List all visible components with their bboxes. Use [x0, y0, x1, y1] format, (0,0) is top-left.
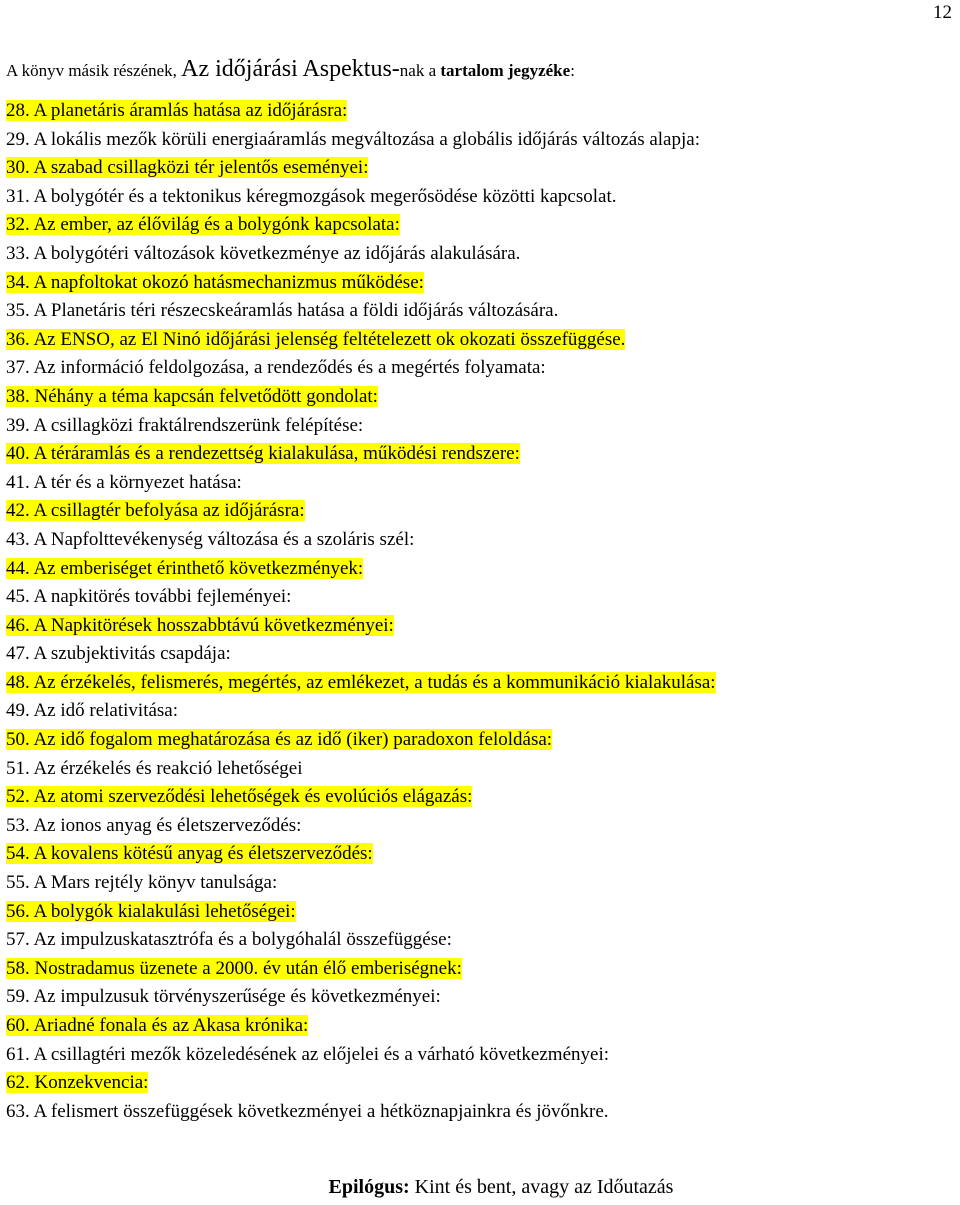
toc-item-text: 57. Az impulzuskatasztrófa és a bolygóhalál összefüggése: [6, 929, 452, 951]
toc-item [6, 497, 716, 526]
toc-item [6, 469, 716, 498]
heading-suffix: nak a [399, 61, 441, 80]
toc-item [6, 154, 716, 183]
toc-item [6, 669, 716, 698]
toc-item [6, 755, 716, 784]
toc-item-text: 28. A planetáris áramlás hatása az időjárásra: [6, 100, 348, 121]
toc-item [6, 583, 716, 612]
toc-item-text: 34. A napfoltokat okozó hatásmechanizmus működése: [6, 271, 424, 293]
toc-item [6, 869, 716, 898]
toc-item-text: 58. Nostradamus üzenete a 2000. év után élő emberiségnek: [6, 957, 462, 979]
toc-item [6, 783, 716, 812]
toc-item-text: 42. A csillagtér befolyása az időjárásra: [6, 500, 305, 522]
toc-item-text: 43. A Napfolttevékenység változása és a szoláris szél: [6, 528, 415, 550]
toc-item-text: 50. Az idő fogalom meghatározása és az idő (iker) paradoxon feloldása: [6, 729, 553, 751]
toc-item [6, 640, 716, 669]
toc-item [6, 1069, 716, 1098]
toc-item [6, 440, 716, 469]
toc-item [6, 726, 716, 755]
toc-item [6, 412, 716, 441]
toc-item [6, 955, 716, 984]
toc-item-text: 32. Az ember, az élővilág és a bolygónk kapcsolata: [6, 214, 400, 236]
toc-item [6, 183, 716, 212]
toc-item [6, 240, 716, 269]
toc-item [6, 1041, 716, 1070]
toc-item [6, 898, 716, 927]
toc-item-text: 33. A bolygótéri változások következménye az időjárás alakulására. [6, 242, 521, 264]
toc-item [6, 1012, 716, 1041]
toc-item-text: 35. A Planetáris téri részecskeáramlás hatása a földi időjárás változására. [6, 300, 559, 322]
toc-item [6, 297, 716, 326]
toc-item-text: 39. A csillagközi fraktálrendszerünk felépítése: [6, 414, 364, 436]
toc-item [6, 697, 716, 726]
toc-item-text: 52. Az atomi szerveződési lehetőségek és evolúciós elágazás: [6, 786, 473, 808]
toc-item [6, 840, 716, 869]
toc-item-text: 46. A Napkitörések hosszabbtávú következményei: [6, 614, 394, 636]
toc-item-text: 40. A téráramlás és a rendezettség kialakulása, működési rendszere: [6, 443, 520, 465]
toc-item [6, 354, 716, 383]
toc-item-text: 49. Az idő relativitása: [6, 700, 179, 722]
heading-prefix: A könyv másik részének, [6, 61, 182, 80]
toc-item-text: 63. A felismert összefüggések következményei a hétköznapjainkra és jövőnkre. [6, 1100, 609, 1122]
toc-item-text: 45. A napkitörés további fejleményei: [6, 586, 292, 608]
toc-item-text: 54. A kovalens kötésű anyag és életszerveződés: [6, 843, 373, 865]
toc-item [6, 526, 716, 555]
toc-heading [6, 56, 575, 83]
toc-item [6, 1098, 716, 1127]
toc-item-text: 37. Az információ feldolgozása, a rendeződés és a megértés folyamata: [6, 357, 546, 379]
toc-item [6, 926, 716, 955]
toc-item-text: 38. Néhány a téma kapcsán felvetődött gondolat: [6, 385, 378, 407]
toc-item [6, 326, 716, 355]
toc-item [6, 983, 716, 1012]
toc-item-text: 59. Az impulzusuk törvényszerűsége és következményei: [6, 986, 441, 1008]
toc-item-text: 30. A szabad csillagközi tér jelentős eseményei: [6, 157, 369, 179]
toc-item-text: 48. Az érzékelés, felismerés, megértés, az emlékezet, a tudás és a kommunikáció kialakulása: [6, 671, 716, 693]
toc-item-text: 47. A szubjektivitás csapdája: [6, 643, 231, 665]
toc-item-text: 31. A bolygótér és a tektonikus kéregmozgások megerősödése közötti kapcsolat. [6, 185, 617, 207]
toc-item [6, 269, 716, 298]
heading-colon: : [570, 61, 575, 80]
heading-title: Az időjárási Aspektus- [181, 56, 400, 82]
epilogue-text: Kint és bent, avagy az Időutazás [409, 1176, 674, 1198]
toc-item-text: 53. Az ionos anyag és életszerveződés: [6, 814, 302, 836]
toc-item [6, 97, 716, 126]
toc-item [6, 383, 716, 412]
epilogue-label: Epilógus: [328, 1176, 410, 1198]
toc-item-text: 61. A csillagtéri mezők közeledésének az előjelei és a várható következményei: [6, 1043, 609, 1065]
page-number: 12 [933, 2, 952, 23]
toc-item-text: 56. A bolygók kialakulási lehetőségei: [6, 900, 296, 922]
toc-item-text: 44. Az emberiséget érinthető következmények: [6, 557, 364, 579]
epilogue [0, 1176, 960, 1199]
table-of-contents [6, 97, 716, 1126]
heading-bold: tartalom jegyzéke [440, 61, 571, 80]
toc-item-text: 60. Ariadné fonala és az Akasa krónika: [6, 1015, 309, 1036]
toc-item-text: 36. Az ENSO, az El Ninó időjárási jelenség feltételezett ok okozati összefüggése. [6, 328, 626, 350]
toc-item [6, 126, 716, 155]
toc-item [6, 612, 716, 641]
toc-item-text: 41. A tér és a környezet hatása: [6, 471, 242, 493]
toc-item-text: 29. A lokális mezők körüli energiaáramlás megváltozása a globális időjárás változás alapja: [6, 128, 700, 150]
toc-item [6, 812, 716, 841]
toc-item-text: 62. Konzekvencia: [6, 1072, 149, 1094]
toc-item-text: 51. Az érzékelés és reakció lehetőségei [6, 757, 303, 779]
toc-item [6, 555, 716, 584]
toc-item-text: 55. A Mars rejtély könyv tanulsága: [6, 872, 278, 894]
toc-item [6, 211, 716, 240]
